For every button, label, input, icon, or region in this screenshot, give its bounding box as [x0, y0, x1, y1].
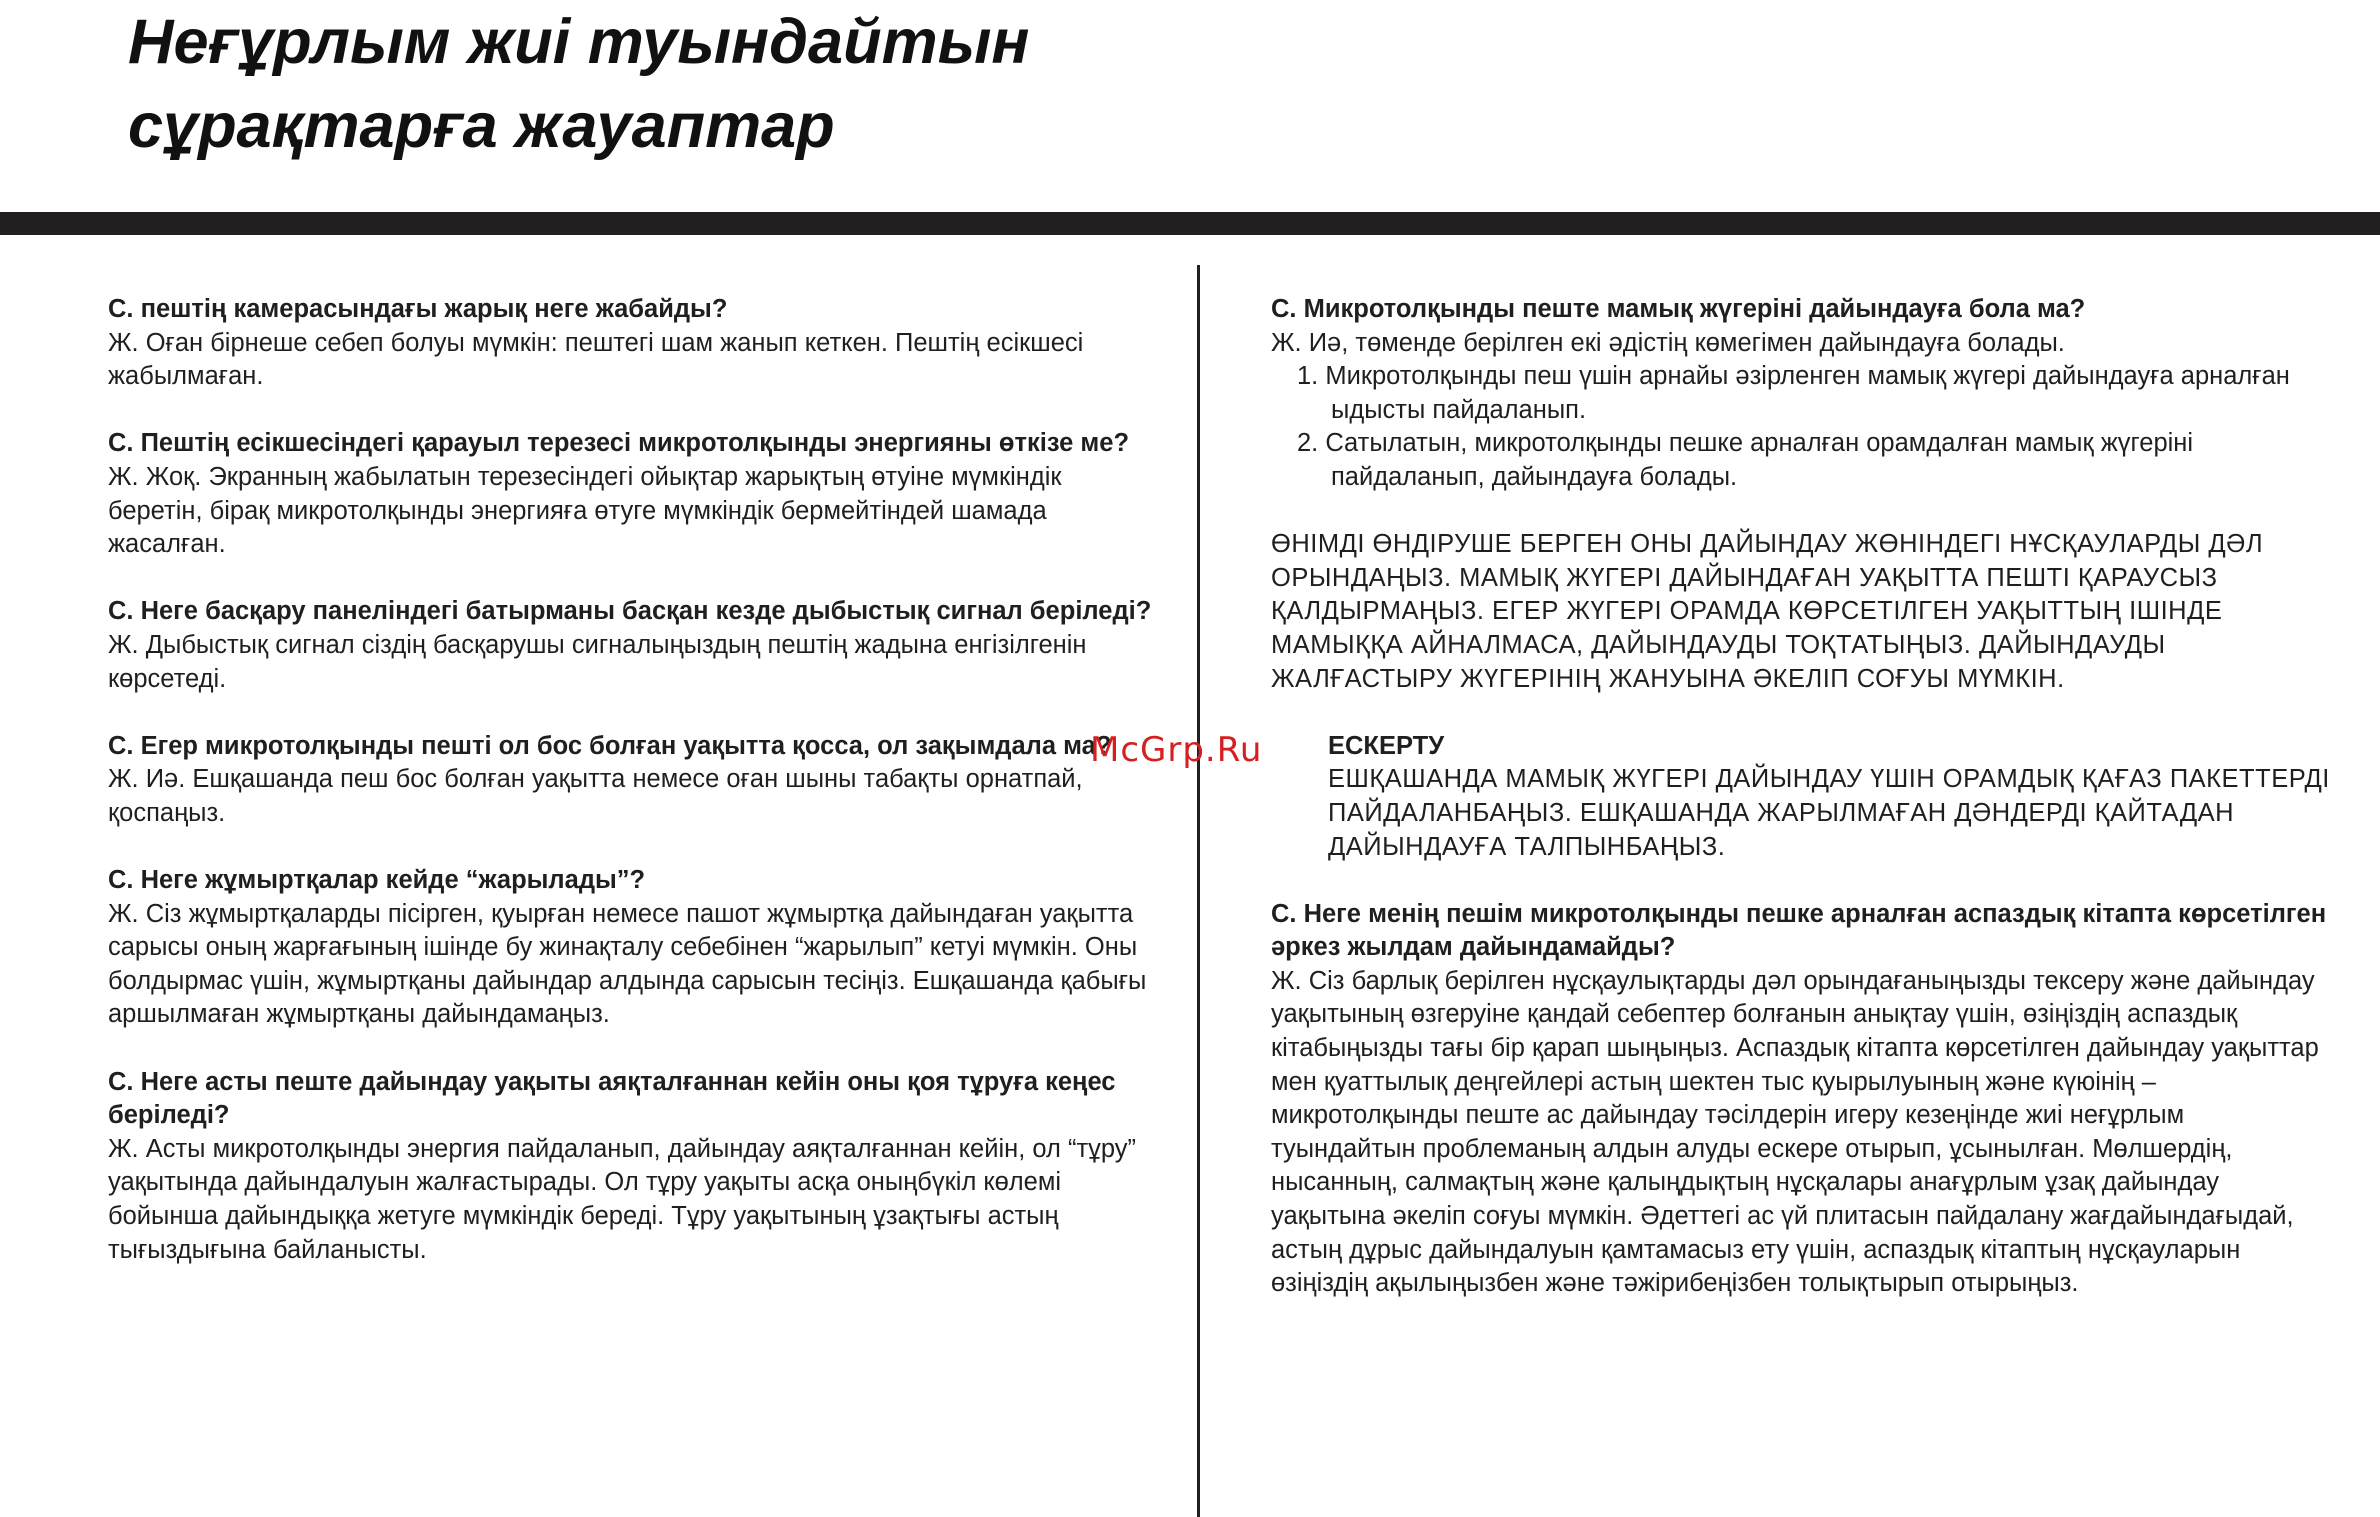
question: С. Неге менің пешім микротолқынды пешке арналған аспаздық кітапта көрсетілген әркез жылдам дайындамайды?	[1271, 899, 2327, 962]
answer: Ж. Оған бірнеше себеп болуы мүмкін: пештегі шам жанып кеткен. Пештің есікшесі жабылмаған.	[108, 328, 1084, 391]
title-line-2: сұрақтарға жауаптар	[128, 91, 835, 161]
header-divider-bar	[0, 212, 2380, 235]
watermark-text: McGrp.Ru	[1090, 730, 1263, 770]
popcorn-method-list	[1271, 360, 2331, 494]
question: С. Неге жұмыртқалар кейде “жарылады”?	[108, 866, 646, 895]
column-divider	[1197, 265, 1200, 1517]
question: С. пештің камерасындағы жарық неге жабайды?	[108, 295, 728, 323]
faq-item-light	[108, 293, 1158, 394]
answer: Ж. Сіз барлық берілген нұсқаулықтарды дәл орындағаныңызды тексеру және дайындау уақытының өзгеруіне қандай себептер болғанын анықтау үшін, өзіңіздің аспаздық кітабыңызды тағы бір қарап шыңыңыз. Аспаздық кітапта көрсетілген дайындау уақыттар мен қуаттылық деңгейлері астың шектен тыс қуырылуының және күюінің – микротолқынды пеште ас дайындау тәсілдерін игеру кезеңінде жиі неғұрлым туындайтын проблеманың алдын алуды ескере отырып, ұсынылған. Мөлшердің, нысанның, салмақтың және қалыңдықтың нұсқалары анағұрлым ұзақ дайындау уақытына әкеліп соғуы мүмкін. Әдеттегі ас үй плитасын пайдалану жағдайындағыдай, астың дұрыс дайындалуын қамтамасыз ету үшін, аспаздық кітаптың нұсқауларын өзіңіздің ақылыңызбен және тәжірибеңізбен толықтырып отырыңыз.	[1271, 966, 2319, 1298]
answer: Ж. Иә. Ешқашанда пеш бос болған уақытта немесе оған шыны табақты орнатпай, қоспаңыз.	[108, 765, 1083, 827]
answer: Ж. Иә, төменде берілген екі әдістің көмегімен дайындауға болады.	[1271, 328, 2065, 357]
popcorn-instructions-caps: ӨНІМДІ ӨНДІРУШЕ БЕРГЕН ОНЫ ДАЙЫНДАУ ЖӨНІНДЕГІ НҰСҚАУЛАРДЫ ДӘЛ ОРЫНДАҢЫЗ. МАМЫҚ ЖҮГЕРІ ДАЙЫНДАҒАН УАҚЫТТА ПЕШТІ ҚАРАУСЫЗ ҚАЛДЫРМАҢЫЗ. ЕГЕР ЖҮГЕРІ ОРАМДА КӨРСЕТІЛГЕН УАҚЫТТЫҢ ІШІНДЕ МАМЫҚҚА АЙНАЛМАСА, ДАЙЫНДАУДЫ ТОҚТАТЫҢЫЗ. ДАЙЫНДАУДЫ ЖАЛҒАСТЫРУ ЖҮГЕРІНІҢ ЖАНУЫНА ӘКЕЛІП СОҒУЫ МҮМКІН.	[1271, 530, 2264, 693]
page-title	[128, 0, 1628, 168]
question: С. Егер микротолқынды пешті ол бос болған уақытта қосса, ол зақымдала ма?	[108, 731, 1112, 760]
faq-item-window	[108, 427, 1158, 561]
question: С. Пештің есікшесіндегі қарауыл терезесі микротолқынды энергияны өткізе ме?	[108, 429, 1130, 458]
answer: Ж. Дыбыстық сигнал сіздің басқарушы сигналыңыздың пештің жадына енгізілгенін көрсетеді.	[108, 630, 1087, 693]
right-column	[1271, 293, 2331, 1334]
answer: Ж. Жоқ. Экранның жабылатын терезесіндегі ойықтар жарықтың өтуіне мүмкіндік беретін, бірақ микротолқынды энергияға өтуге мүмкіндік бермейтіндей шамада жасалған.	[108, 462, 1062, 559]
title-line-1: Неғұрлым жиі туындайтын	[128, 7, 1030, 77]
left-column	[108, 293, 1158, 1301]
list-item: 2. Сатылатын, микротолқынды пешке арналған орамдалған мамық жүгеріні пайдаланып, дайындауға болады.	[1297, 429, 2194, 491]
question: С. Микротолқынды пеште мамық жүгеріні дайындауға бола ма?	[1271, 295, 2086, 323]
faq-item-eggs	[108, 864, 1158, 1032]
answer: Ж. Сіз жұмыртқаларды пісірген, қуырған немесе пашот жұмыртқа дайындаған уақытта сарысы оның жарғағының ішінде бу жинақталу себебінен “жарылып” кетуі мүмкін. Оны болдырмас үшін, жұмыртқаны дайындар алдында сарысын тесіңіз. Ешқашанда қабығы аршылмаған жұмыртқаны дайындамаңыз.	[108, 899, 1147, 1029]
question: С. Неге асты пеште дайындау уақыты аяқталғаннан кейін оны қоя тұруға кеңес беріледі?	[108, 1067, 1116, 1130]
warning-heading: ЕСКЕРТУ	[1328, 731, 1445, 760]
list-item: 1. Микротолқынды пеш үшін арнайы әзірленген мамық жүгері дайындауға арналған ыдысты пайдаланып.	[1297, 362, 2290, 424]
answer: Ж. Асты микротолқынды энергия пайдаланып, дайындау аяқталғаннан кейін, ол “тұру” уақытында дайындалуын жалғастырады. Ол тұру уақыты асқа оныңбүкіл көлемі бойынша дайындыққа жетуге мүмкіндік береді. Тұру уақытының ұзақтығы астың тығыздығына байланысты.	[108, 1134, 1137, 1264]
warning-text: ЕШҚАШАНДА МАМЫҚ ЖҮГЕРІ ДАЙЫНДАУ ҮШІН ОРАМДЫҚ ҚАҒАЗ ПАКЕТТЕРДІ ПАЙДАЛАНБАҢЫЗ. ЕШҚАШАНДА ЖАРЫЛМАҒАН ДӘНДЕРДІ ҚАЙТАДАН ДАЙЫНДАУҒА ТАЛПЫНБАҢЫЗ.	[1328, 765, 2330, 861]
faq-item-beep	[108, 595, 1158, 696]
question: С. Неге басқару панеліндегі батырманы басқан кезде дыбыстық сигнал беріледі?	[108, 597, 1152, 626]
faq-item-cookbook	[1271, 898, 2331, 1301]
faq-item-popcorn	[1271, 293, 2331, 495]
warning-note	[1328, 730, 2331, 864]
faq-item-standing-time	[108, 1066, 1158, 1268]
faq-item-empty-oven	[108, 730, 1158, 831]
